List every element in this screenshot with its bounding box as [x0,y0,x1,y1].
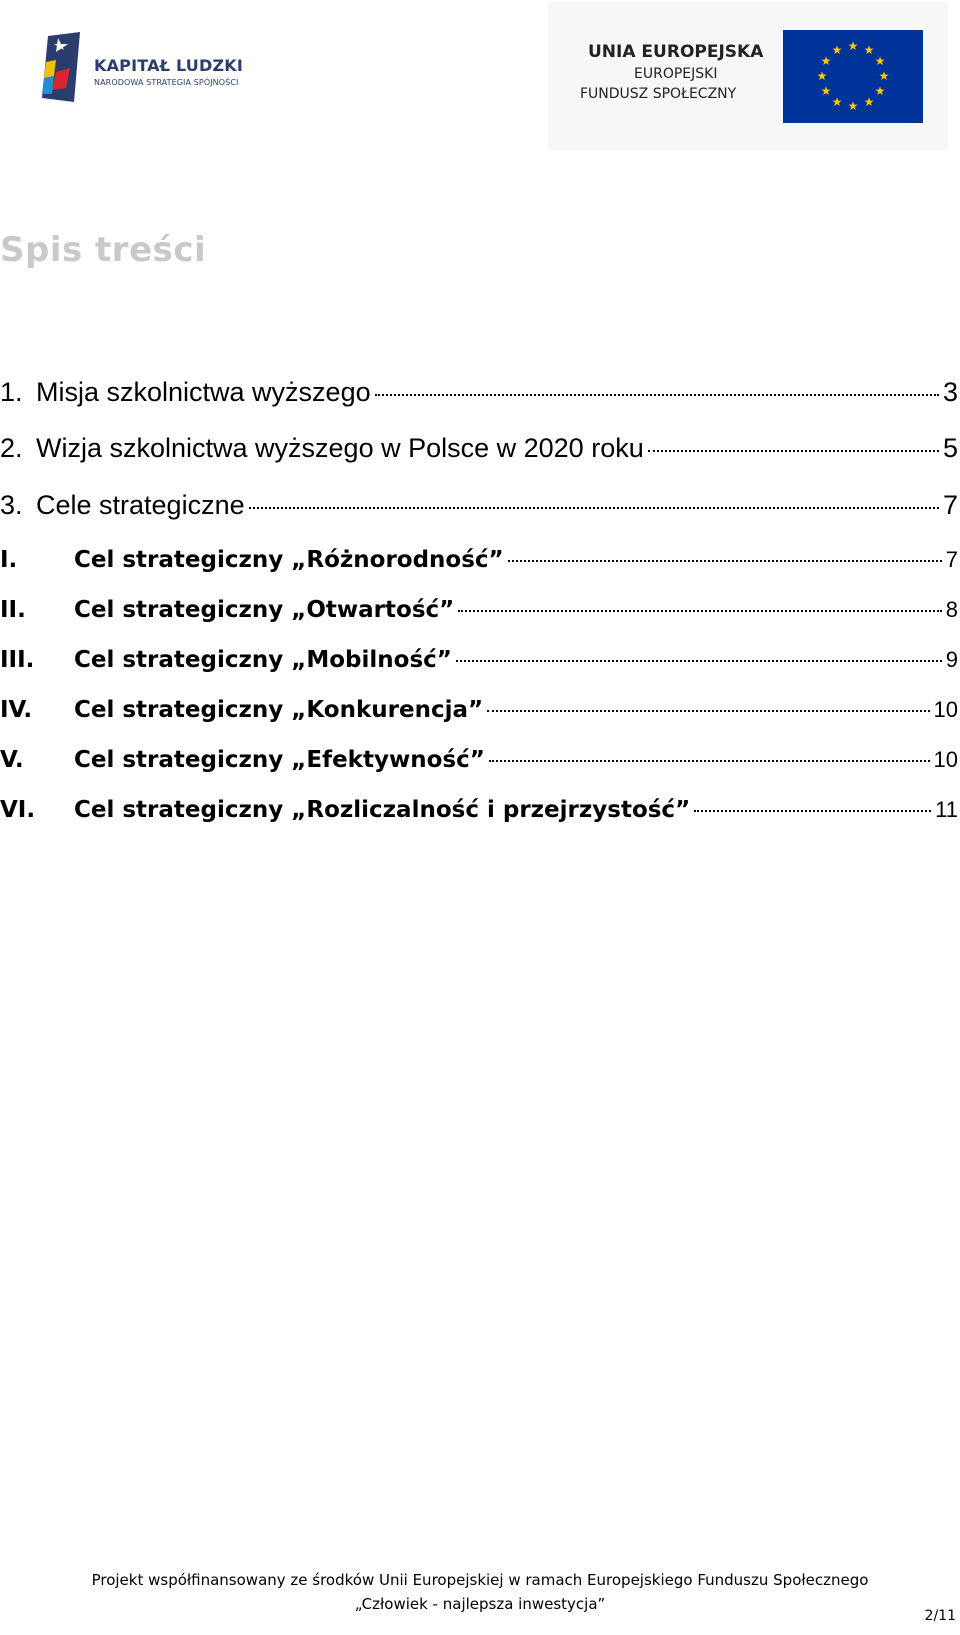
svg-text:★: ★ [863,95,875,109]
toc-entry-number: 2. [0,433,23,463]
toc-leader-dots [487,710,929,712]
toc-entry-number: I. [0,547,18,573]
toc-leader-dots [456,660,942,662]
toc-entry-label: Cel strategiczny „Konkurencja” [74,697,484,723]
kapital-ludzki-mark-icon [40,32,90,104]
toc-entry-page: 9 [945,647,958,672]
svg-text:★: ★ [878,69,890,83]
toc-leader-dots [249,507,939,509]
toc-entry-label: Cele strategiczne [36,490,245,520]
svg-text:★: ★ [820,54,832,68]
toc-entry[interactable] [0,377,958,408]
toc-leader-dots [694,810,931,812]
toc-entry-page: 8 [945,597,958,622]
toc-leader-dots [508,560,942,562]
footer-line1: Projekt współfinansowany ze środków Unii Europejskiej w ramach Europejskiego Funduszu Społecznego [91,1571,869,1589]
toc-leader-dots [489,760,930,762]
svg-text:★: ★ [820,84,832,98]
eu-logo [548,2,948,150]
toc-entry[interactable] [0,490,958,521]
kapital-ludzki-brand: KAPITAŁ LUDZKI [94,56,244,75]
toc-entry-number: IV. [0,697,33,723]
eu-logo-line3: FUNDUSZ SPOŁECZNY [580,86,737,102]
eu-flag-icon [783,30,923,123]
svg-text:★: ★ [816,69,828,83]
toc-leader-dots [648,450,939,452]
eu-logo-line2: EUROPEJSKI [634,66,718,82]
svg-text:★: ★ [831,43,843,57]
toc-entry-label: Cel strategiczny „Rozliczalność i przejrzystość” [74,797,691,823]
toc-entry-page: 10 [933,697,958,722]
toc-subentry[interactable] [0,647,958,673]
toc-entry-label: Cel strategiczny „Efektywność” [74,747,485,773]
svg-text:★: ★ [847,39,859,53]
page-number: 2/11 [924,1608,956,1624]
toc-subentry[interactable] [0,697,958,723]
toc-entry-number: 1. [0,377,23,407]
svg-text:★: ★ [874,54,886,68]
svg-text:★: ★ [874,84,886,98]
kapital-ludzki-logo [30,28,260,118]
toc-entry-label: Cel strategiczny „Mobilność” [74,647,452,673]
toc-entry-page: 11 [935,797,958,822]
toc-entry-page: 10 [933,747,958,772]
kapital-ludzki-subtitle: NARODOWA STRATEGIA SPÓJNOŚCI [94,78,239,87]
toc-subentry[interactable] [0,547,958,573]
toc-entry-label: Cel strategiczny „Różnorodność” [74,547,504,573]
toc-entry-number: III. [0,647,35,673]
toc-entry-label: Misja szkolnictwa wyższego [36,377,371,407]
toc-entry-page: 5 [942,433,958,463]
toc-subentry[interactable] [0,747,958,773]
toc-entry-page: 7 [942,490,958,520]
toc-entry-page: 3 [942,377,958,407]
toc-leader-dots [458,610,941,612]
svg-text:★: ★ [863,43,875,57]
toc-entry-number: VI. [0,797,36,823]
toc-entry-label: Cel strategiczny „Otwartość” [74,597,455,623]
svg-text:★: ★ [831,95,843,109]
eu-logo-line1: UNIA EUROPEJSKA [588,42,764,62]
toc-entry-page: 7 [945,547,958,572]
svg-text:★: ★ [847,99,859,113]
footer-line2: „Człowiek - najlepsza inwestycja” [354,1595,606,1613]
toc-entry-number: V. [0,747,24,773]
toc-entry-label: Wizja szkolnictwa wyższego w Polsce w 2020 roku [36,433,644,463]
page-footer [0,1568,960,1616]
toc-leader-dots [375,394,939,396]
toc-entry-number: II. [0,597,26,623]
toc-entry[interactable] [0,433,958,464]
toc-subentry[interactable] [0,597,958,623]
toc-subentry[interactable] [0,797,958,823]
toc-entry-number: 3. [0,490,23,520]
page-title: Spis treści [0,230,207,270]
